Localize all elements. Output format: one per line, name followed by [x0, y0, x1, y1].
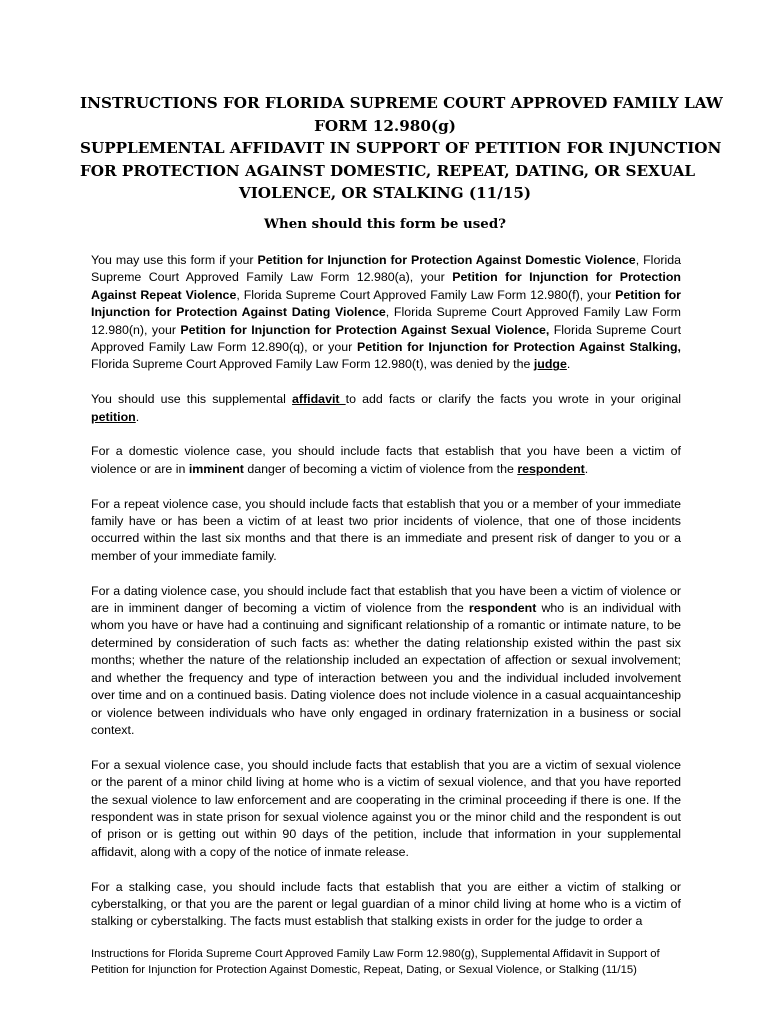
paragraph-repeat-violence: For a repeat violence case, you should include facts that establish that you or a member of your immediate family have or has been a victim of at least two prior incidents of violence, that one of those incidents occurred within the last six months and that there is an immediate and present risk of danger to you or a member of your immediate family. [91, 496, 681, 563]
glossary-link-respondent[interactable]: respondent [517, 461, 585, 476]
title-line: SUPPLEMENTAL AFFIDAVIT IN SUPPORT OF PETITION FOR INJUNCTION [80, 139, 722, 157]
page-footer [91, 946, 691, 978]
footer-line: Petition for Injunction for Protection Against Domestic, Repeat, Dating, or Sexual Violence, or Stalking (11/15) [91, 964, 637, 976]
paragraph-stalking: For a stalking case, you should include facts that establish that you are either a victim of stalking or cyberstalking, or that you are the parent or legal guardian of a minor child living at home who is a victim of stalking or cyberstalking. The facts must establish that stalking exists in order for the judge to order a [91, 879, 681, 929]
title-line: FORM 12.980(g) [314, 116, 456, 135]
document-body [91, 252, 681, 948]
glossary-link-petition[interactable]: petition [91, 409, 136, 424]
section-heading: When should this form be used? [263, 216, 507, 232]
paragraph-supplemental-affidavit: You should use this supplemental affidavit to add facts or clarify the facts you wrote in your original petition. [91, 392, 681, 424]
title-line: VIOLENCE, OR STALKING (11/15) [238, 184, 532, 202]
glossary-link-judge[interactable]: judge [533, 357, 567, 372]
glossary-link-affidavit[interactable]: affidavit [292, 392, 346, 407]
footer-line: Instructions for Florida Supreme Court Approved Family Law Form 12.980(g), Supplemental Affidavit in Support of [91, 948, 660, 960]
paragraph-sexual-violence: For a sexual violence case, you should include facts that establish that you are a victim of sexual violence or the parent of a minor child living at home who is a victim of sexual violence, and that you have reported the sexual violence to law enforcement and are cooperating in the criminal proceeding if there is one. If the respondent was in state prison for sexual violence against you or the minor child and the respondent is out of prison or is getting out within 90 days of the petition, include that information in your supplemental affidavit, along with a copy of the notice of inmate release. [91, 757, 681, 859]
title-line: FOR PROTECTION AGAINST DOMESTIC, REPEAT, DATING, OR SEXUAL [80, 161, 696, 180]
document-title [80, 92, 723, 205]
paragraph-form-denied: You may use this form if your Petition for Injunction for Protection Against Domestic Violence, Florida Supreme Court Approved Family Law Form 12.980(a), your Petition for Injunction for Protection Against Repeat Violence, Florida Supreme Court Approved Family Law Form 12.980(f), your Petition for Injunction for Protection Against Dating Violence, Florida Supreme Court Approved Family Law Form 12.980(n), your Petition for Injunction for Protection Against Sexual Violence, Florida Supreme Court Approved Family Law Form 12.890(q), or your Petition for Injunction for Protection Against Stalking, Florida Supreme Court Approved Family Law Form 12.980(t), was denied by the judge. [91, 253, 682, 372]
paragraph-domestic-violence: For a domestic violence case, you should include facts that establish that you have been a victim of violence or are in imminent danger of becoming a victim of violence from the respondent. [91, 444, 681, 476]
paragraph-dating-violence: For a dating violence case, you should include fact that establish that you have been a victim of violence or are in imminent danger of becoming a victim of violence from the respondent who is an individual with whom you have or have had a continuing and significant relationship of a romantic or intimate nature, to be determined by consideration of such facts as: whether the dating relationship existed within the past six months; whether the nature of the relationship included an expectation of affection or sexual involvement; and whether the frequency and type of interaction between you and the individual included involvement over time and on a continued basis. Dating violence does not include violence in a casual acquaintanceship or violence between individuals who have only engaged in ordinary fraternization in a business or social context. [91, 583, 681, 737]
title-line: INSTRUCTIONS FOR FLORIDA SUPREME COURT APPROVED FAMILY LAW [80, 94, 723, 112]
